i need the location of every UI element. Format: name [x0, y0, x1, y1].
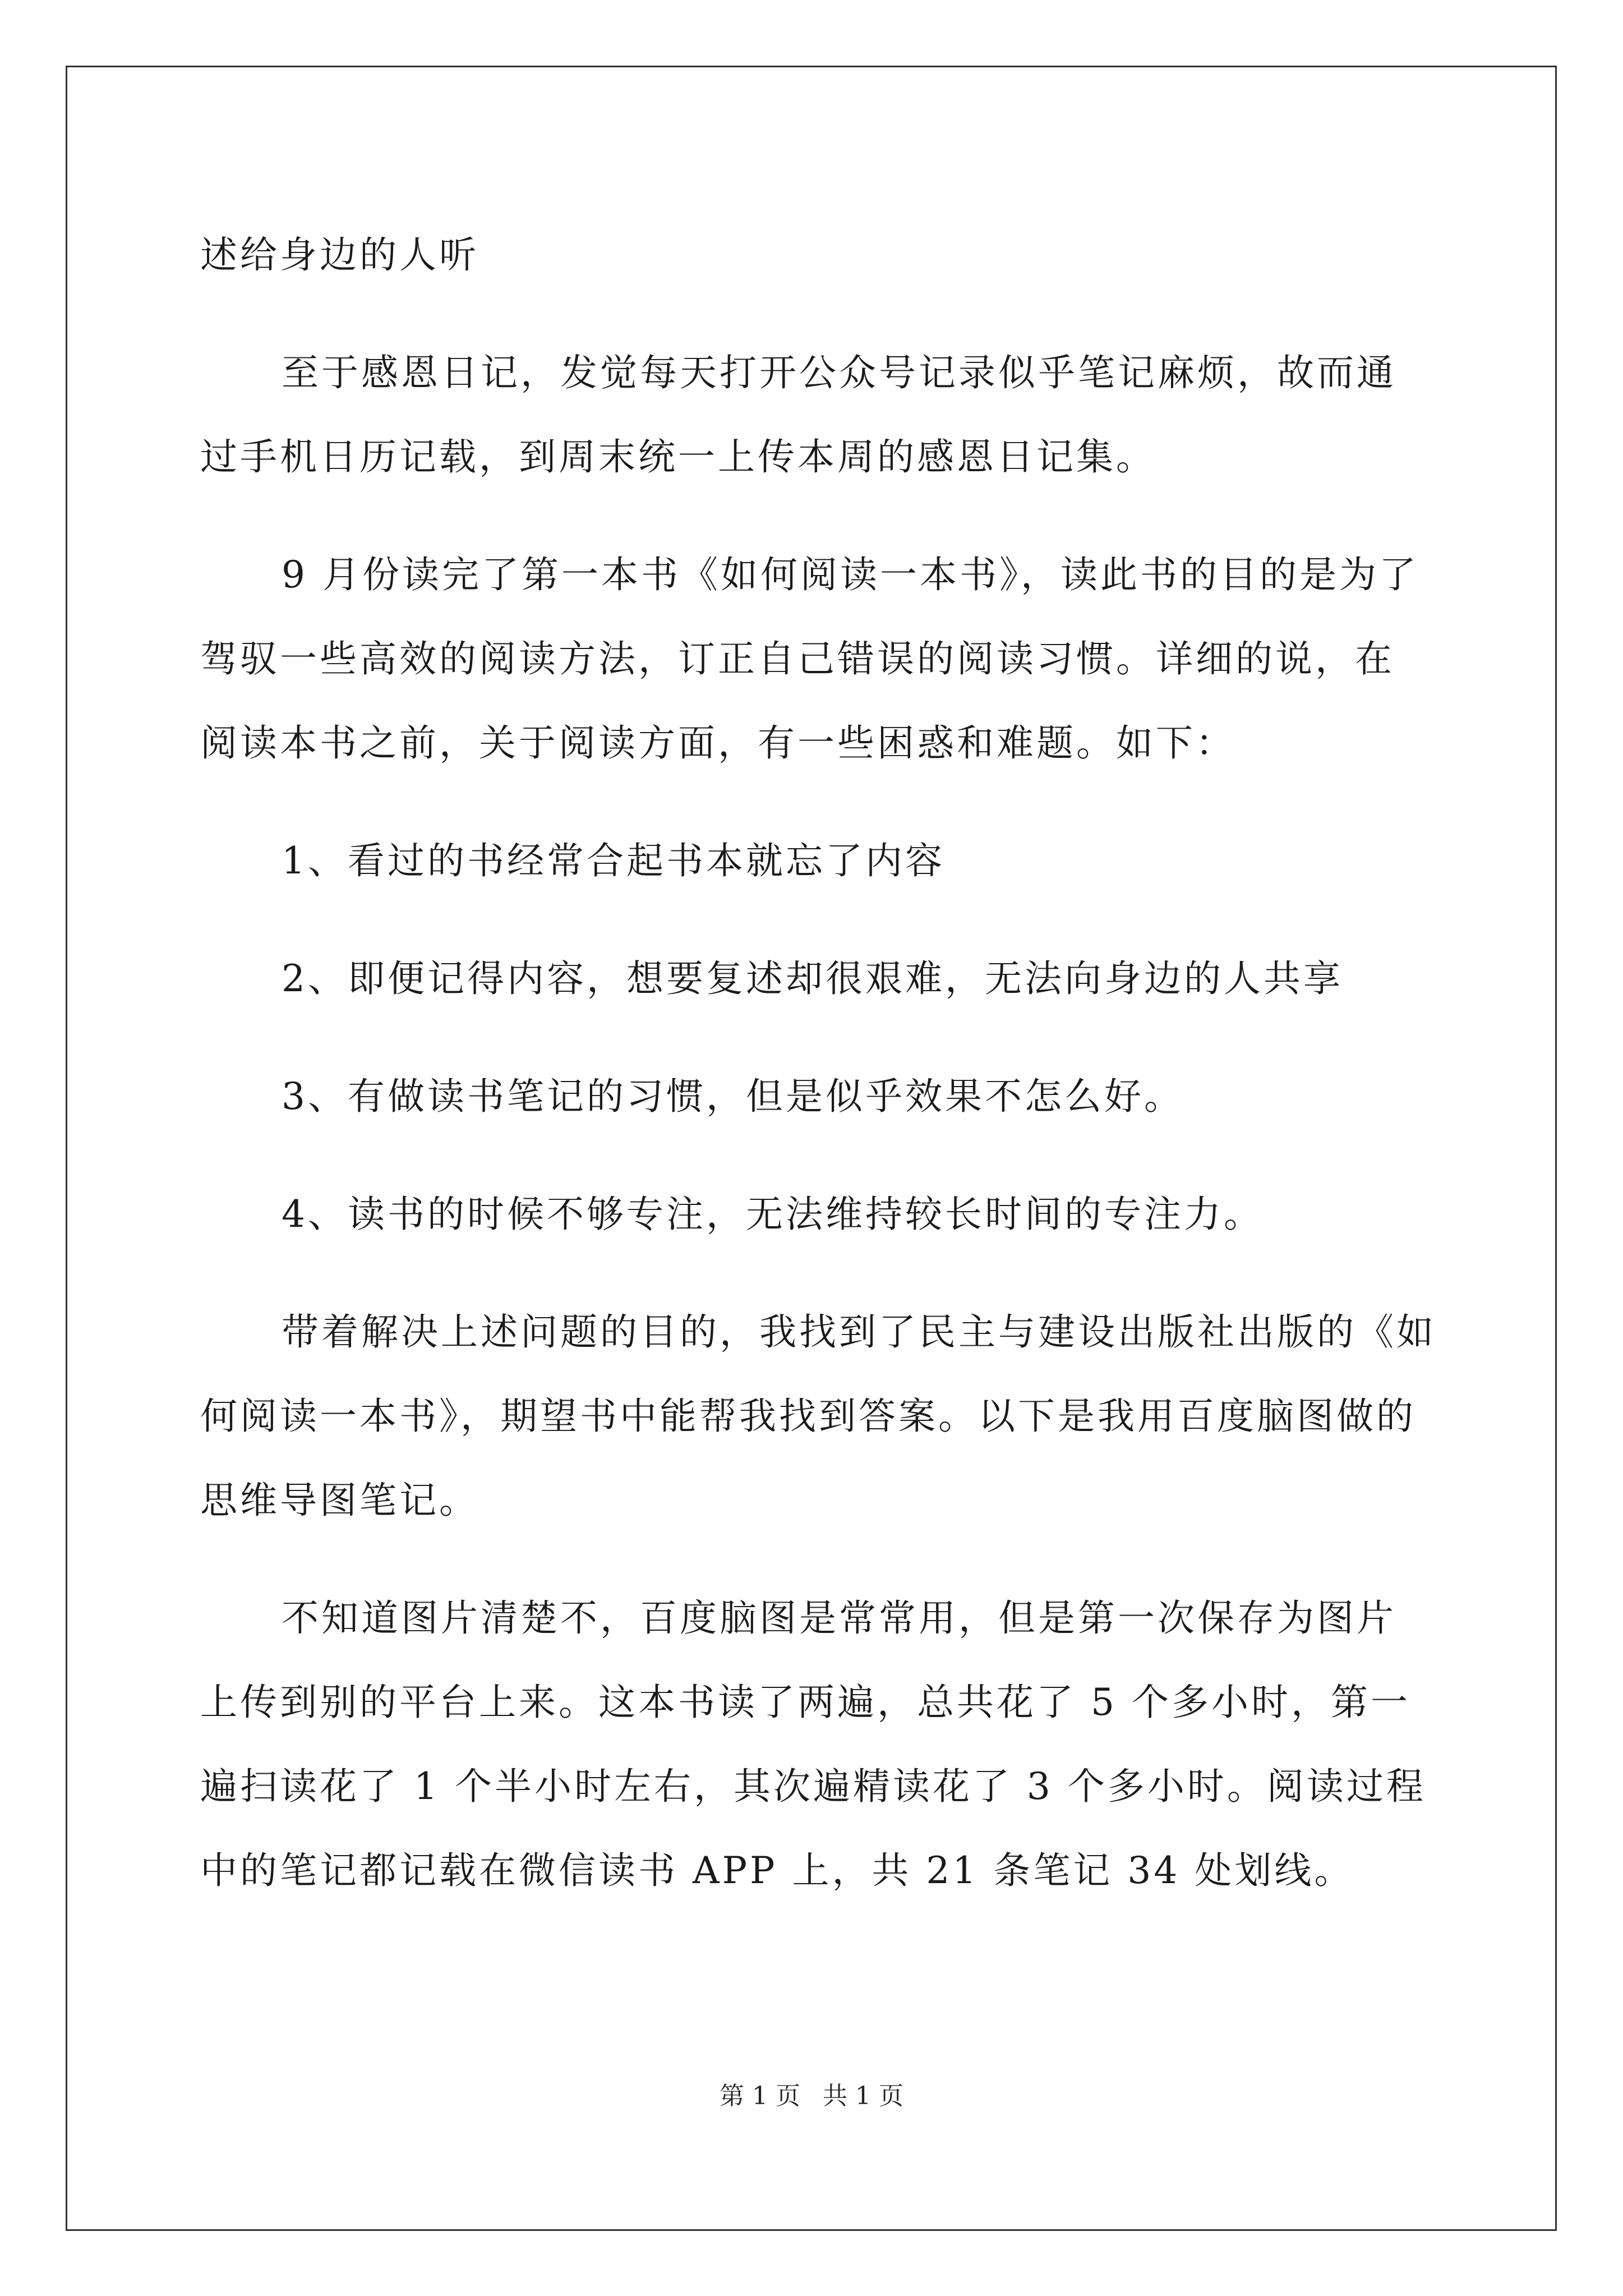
page-total: 共 1 页 [823, 2082, 903, 2110]
text-line: 中的笔记都记载在微信读书 APP 上，共 21 条笔记 34 处划线。 [200, 1849, 1354, 1892]
list-item: 4、读书的时候不够专注，无法维持较长时间的专注力。 [282, 1193, 1264, 1236]
text-line: 思维导图笔记。 [200, 1479, 479, 1522]
page-number: 第 1 页 [720, 2082, 800, 2110]
document-body [200, 213, 1436, 1913]
text-line: 过手机日历记载，到周末统一上传本周的感恩日记集。 [200, 435, 1156, 478]
list-item: 3、有做读书笔记的习惯，但是似乎效果不怎么好。 [282, 1075, 1184, 1118]
text-line: 不知道图片清楚不，百度脑图是常常用，但是第一次保存为图片 [282, 1596, 1396, 1640]
text-line: 阅读本书之前，关于阅读方面，有一些困惑和难题。如下： [200, 721, 1235, 765]
text-line: 带着解决上述问题的目的，我找到了民主与建设出版社出版的《如 [282, 1310, 1436, 1354]
list-item: 1、看过的书经常合起书本就忘了内容 [282, 839, 945, 882]
text-line: 上传到别的平台上来。这本书读了两遍，总共花了 5 个多小时，第一 [200, 1681, 1410, 1724]
text-line: 至于感恩日记，发觉每天打开公众号记录似乎笔记麻烦，故而通 [282, 351, 1396, 394]
text-line: 遍扫读花了 1 个半小时左右，其次遍精读花了 3 个多小时。阅读过程 [200, 1765, 1426, 1808]
text-line: 述给身边的人听 [200, 233, 479, 277]
list-item: 2、即便记得内容，想要复述却很艰难，无法向身边的人共享 [282, 957, 1343, 1000]
page-footer [0, 2076, 1623, 2111]
text-line: 驾驭一些高效的阅读方法，订正自己错误的阅读习惯。详细的说，在 [200, 637, 1395, 680]
text-line: 9 月份读完了第一本书《如何阅读一本书》，读此书的目的是为了 [282, 553, 1419, 596]
text-line: 何阅读一本书》，期望书中能帮我找到答案。以下是我用百度脑图做的 [200, 1395, 1416, 1438]
